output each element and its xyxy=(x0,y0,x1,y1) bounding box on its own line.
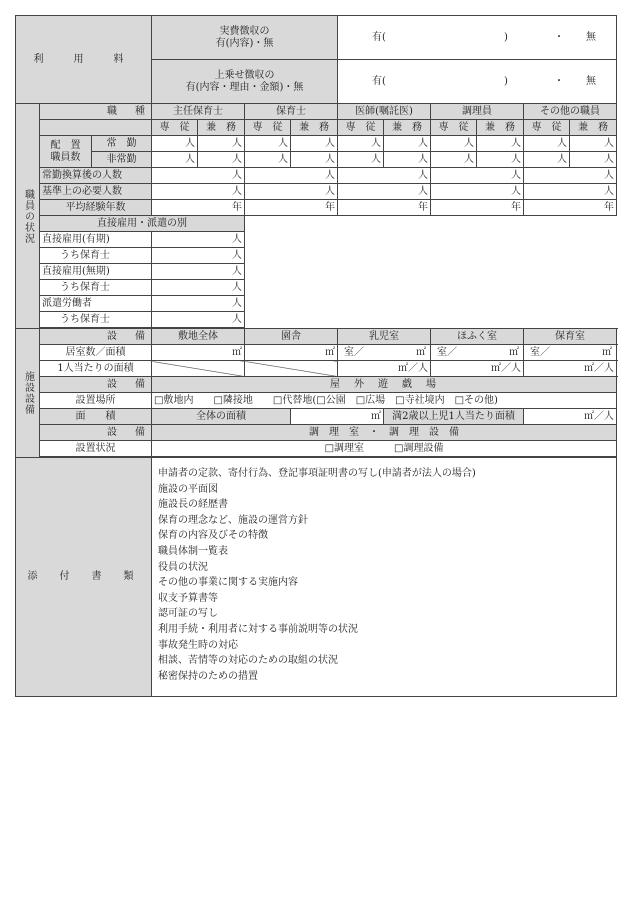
experience-label: 平均経験年数 xyxy=(40,200,152,216)
converted-cell[interactable]: 人 xyxy=(152,168,245,184)
employment-blank-area xyxy=(245,216,617,232)
attachment-item: 秘密保持のための措置 xyxy=(158,670,258,682)
site-area-cell[interactable]: ㎡ xyxy=(152,345,245,361)
kitchen-title: 調 理 室 ・ 調 理 設 備 xyxy=(152,425,617,441)
room-unit: 室／ xyxy=(437,347,457,358)
employment-cell[interactable]: 人 xyxy=(152,296,245,312)
location-options[interactable]: □敷地内 □隣接地 □代替地(□公園 □広場 □寺社境内 □その他) xyxy=(152,393,617,409)
standard-label: 基準上の必要人数 xyxy=(40,184,152,200)
facility-section-title: 施設設備 xyxy=(16,329,40,458)
parttime-cell[interactable]: 人 xyxy=(291,152,338,168)
room-nursery: 保育室 xyxy=(524,329,617,345)
parttime-cell[interactable]: 人 xyxy=(431,152,477,168)
fee-extra-value[interactable] xyxy=(338,60,617,104)
attachment-item: 保育の内容及びその特徴 xyxy=(158,530,268,542)
attachment-item: 施設の平面図 xyxy=(158,483,218,495)
parttime-label: 非常勤 xyxy=(92,152,152,168)
fulltime-cell[interactable]: 人 xyxy=(477,136,524,152)
fee-actual-label xyxy=(152,16,338,60)
m2-unit: ㎡ xyxy=(602,347,613,358)
experience-cell[interactable]: 年 xyxy=(152,200,245,216)
standard-cell[interactable]: 人 xyxy=(338,184,431,200)
parttime-cell[interactable]: 人 xyxy=(152,152,198,168)
fee-actual-no: 無 xyxy=(586,32,596,43)
fee-extra-label-line2: 有(内容・理由・金額)・無 xyxy=(185,81,304,93)
kitchen-options[interactable]: □調理室 □調理設備 xyxy=(152,441,617,457)
employment-label-fixed-term-teachers: うち保育士 xyxy=(40,248,152,264)
fee-extra-label-line1: 上乗せ徴収の xyxy=(214,69,275,81)
fulltime-cell[interactable]: 人 xyxy=(291,136,338,152)
attachment-item: 役員の状況 xyxy=(158,561,208,573)
parttime-cell[interactable]: 人 xyxy=(198,152,245,168)
job-type-nursery-teacher: 保育士 xyxy=(245,104,338,120)
staff-section-title: 職員の状況 xyxy=(16,104,40,329)
job-type-head-teacher: 主任保育士 xyxy=(152,104,245,120)
attachment-item: 保育の理念など、施設の運営方針 xyxy=(158,514,308,526)
room-unit: 室／ xyxy=(530,347,550,358)
attachment-item: 事故発生時の対応 xyxy=(158,639,238,651)
attachment-item: 認可証の写し xyxy=(158,608,218,620)
fee-title: 利 用 料 xyxy=(16,16,152,104)
converted-label: 常勤換算後の人数 xyxy=(40,168,152,184)
parttime-cell[interactable]: 人 xyxy=(384,152,431,168)
total-area-cell[interactable]: ㎡ xyxy=(291,409,384,425)
outdoor-title: 屋 外 遊 戯 場 xyxy=(152,377,617,393)
employment-blank-area xyxy=(245,264,617,280)
sub-header-concurrent: 兼 務 xyxy=(198,120,245,136)
employment-blank-area xyxy=(245,296,617,312)
employment-cell[interactable]: 人 xyxy=(152,312,245,328)
employment-blank-area xyxy=(245,248,617,264)
fulltime-cell[interactable]: 人 xyxy=(245,136,291,152)
experience-cell[interactable]: 年 xyxy=(431,200,524,216)
install-label: 設置状況 xyxy=(40,441,152,457)
standard-cell[interactable]: 人 xyxy=(524,184,617,200)
sub-header-concurrent: 兼 務 xyxy=(570,120,617,136)
employment-label-fixed-term: 直接雇用(有期) xyxy=(40,232,152,248)
sub-header-blank xyxy=(40,120,152,136)
attachment-item: 収支予算書等 xyxy=(158,592,218,604)
room-count-label: 居室数／面積 xyxy=(40,345,152,361)
experience-cell[interactable]: 年 xyxy=(524,200,617,216)
staff-count-label-line1: 配 置 xyxy=(50,139,81,151)
sub-header-concurrent: 兼 務 xyxy=(384,120,431,136)
standard-cell[interactable]: 人 xyxy=(431,184,524,200)
job-type-doctor: 医師(嘱託医) xyxy=(338,104,431,120)
room-crawling: ほふく室 xyxy=(431,329,524,345)
employment-label-dispatched: 派遣労働者 xyxy=(40,296,152,312)
fee-extra-dot: ・ xyxy=(554,76,564,87)
sub-header-dedicated: 専 従 xyxy=(338,120,384,136)
staff-count-label xyxy=(40,136,92,168)
room-unit: 室／ xyxy=(344,347,364,358)
over2-area-cell[interactable]: ㎡／人 xyxy=(524,409,617,425)
job-type-cook: 調理員 xyxy=(431,104,524,120)
fulltime-cell[interactable]: 人 xyxy=(338,136,384,152)
crawling-room-cell[interactable] xyxy=(431,345,524,361)
per-child-site-na xyxy=(152,361,245,377)
attachment-item: 申請者の定款、寄付行為、登記事項証明書の写し(申請者が法人の場合) xyxy=(158,468,476,479)
attachment-item: 利用手続・利用者に対する事前説明等の状況 xyxy=(158,623,358,635)
fee-actual-label-line1: 実費徴収の xyxy=(219,25,270,37)
application-form-table xyxy=(15,15,617,697)
room-site: 敷地全体 xyxy=(152,329,245,345)
sub-header-concurrent: 兼 務 xyxy=(291,120,338,136)
room-infant: 乳児室 xyxy=(338,329,431,345)
m2-unit: ㎡ xyxy=(509,347,519,358)
parttime-cell[interactable]: 人 xyxy=(570,152,617,168)
sub-header-dedicated: 専 従 xyxy=(152,120,198,136)
experience-cell[interactable]: 年 xyxy=(245,200,338,216)
total-area-label: 全体の面積 xyxy=(152,409,291,425)
employment-blank-area xyxy=(245,232,617,248)
fee-actual-value[interactable] xyxy=(338,16,617,60)
employment-cell[interactable]: 人 xyxy=(152,264,245,280)
staff-count-label-line2: 職員数 xyxy=(50,151,81,163)
attachments-list xyxy=(152,458,617,697)
converted-cell[interactable]: 人 xyxy=(431,168,524,184)
fee-actual-yes: 有( xyxy=(372,32,386,43)
fee-extra-close: ) xyxy=(504,76,508,87)
infant-room-cell[interactable] xyxy=(338,345,431,361)
equip-label: 設 備 xyxy=(40,425,152,441)
fulltime-cell[interactable]: 人 xyxy=(198,136,245,152)
fee-actual-label-line2: 有(内容)・無 xyxy=(215,37,274,49)
fee-actual-close: ) xyxy=(504,32,508,43)
fulltime-label: 常 勤 xyxy=(92,136,152,152)
fulltime-cell[interactable]: 人 xyxy=(431,136,477,152)
per-child-building-na xyxy=(245,361,338,377)
fee-extra-yes: 有( xyxy=(372,76,386,87)
employment-label-dispatched-teachers: うち保育士 xyxy=(40,312,152,328)
fulltime-cell[interactable]: 人 xyxy=(524,136,570,152)
experience-cell[interactable]: 年 xyxy=(338,200,431,216)
parttime-cell[interactable]: 人 xyxy=(524,152,570,168)
sub-header-dedicated: 専 従 xyxy=(431,120,477,136)
m2-unit: ㎡ xyxy=(416,347,426,358)
fee-extra-no: 無 xyxy=(586,76,596,87)
converted-cell[interactable]: 人 xyxy=(245,168,338,184)
converted-cell[interactable]: 人 xyxy=(524,168,617,184)
equip-label: 設 備 xyxy=(40,377,152,393)
staff-header-label: 職 種 xyxy=(40,104,152,120)
employment-cell[interactable]: 人 xyxy=(152,232,245,248)
employment-header: 直接雇用・派遣の別 xyxy=(40,216,245,232)
parttime-cell[interactable]: 人 xyxy=(245,152,291,168)
sub-header-concurrent: 兼 務 xyxy=(477,120,524,136)
fee-extra-label xyxy=(152,60,338,104)
sub-header-dedicated: 専 従 xyxy=(245,120,291,136)
employment-label-permanent-teachers: うち保育士 xyxy=(40,280,152,296)
equip-label: 設 備 xyxy=(40,329,152,345)
over2-label: 満2歳以上児1人当たり面積 xyxy=(384,409,524,425)
parttime-cell[interactable]: 人 xyxy=(338,152,384,168)
attachment-item: その他の事業に関する実施内容 xyxy=(158,577,298,589)
employment-cell[interactable]: 人 xyxy=(152,280,245,296)
converted-cell[interactable]: 人 xyxy=(338,168,431,184)
location-label: 設置場所 xyxy=(40,393,152,409)
fee-actual-dot: ・ xyxy=(554,32,564,43)
fulltime-cell[interactable]: 人 xyxy=(152,136,198,152)
per-child-crawling-cell[interactable]: ㎡／人 xyxy=(431,361,524,377)
nursery-room-cell[interactable] xyxy=(524,345,617,361)
room-building: 園舎 xyxy=(245,329,338,345)
attachment-item: 相談、苦情等の対応のための取組の状況 xyxy=(158,655,338,667)
fulltime-cell[interactable]: 人 xyxy=(384,136,431,152)
standard-cell[interactable]: 人 xyxy=(245,184,338,200)
standard-cell[interactable]: 人 xyxy=(152,184,245,200)
employment-label-permanent: 直接雇用(無期) xyxy=(40,264,152,280)
area-label: 面 積 xyxy=(40,409,152,425)
attachment-item: 施設長の経歴書 xyxy=(158,499,228,511)
attachment-item: 職員体制一覧表 xyxy=(158,545,228,557)
parttime-cell[interactable]: 人 xyxy=(477,152,524,168)
job-type-other: その他の職員 xyxy=(524,104,617,120)
employment-blank-area xyxy=(245,312,617,328)
employment-blank-area xyxy=(245,280,617,296)
attachments-title: 添 付 書 類 xyxy=(16,458,152,697)
building-area-cell[interactable]: ㎡ xyxy=(245,345,338,361)
per-child-infant-cell[interactable]: ㎡／人 xyxy=(338,361,431,377)
per-child-nursery-cell[interactable]: ㎡／人 xyxy=(524,361,617,377)
per-child-label: 1人当たりの面積 xyxy=(40,361,152,377)
fulltime-cell[interactable]: 人 xyxy=(570,136,617,152)
employment-cell[interactable]: 人 xyxy=(152,248,245,264)
sub-header-dedicated: 専 従 xyxy=(524,120,570,136)
